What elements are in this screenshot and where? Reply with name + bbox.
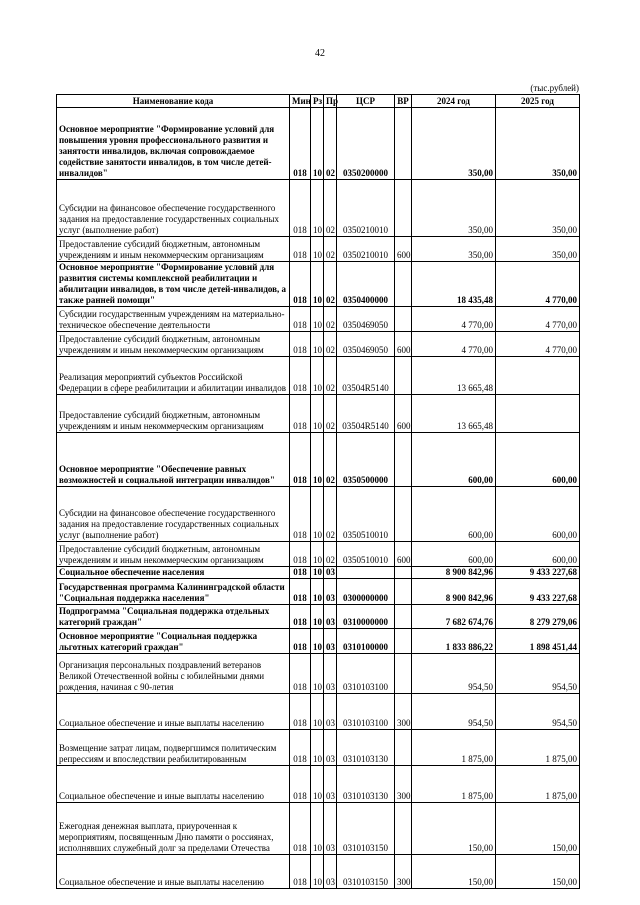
cell-rz: 10 xyxy=(311,629,324,654)
cell-csr: 0350510010 xyxy=(337,487,395,542)
cell-name: Основное мероприятие "Социальная поддержка льготных категорий граждан" xyxy=(57,629,290,654)
cell-csr: 0310103130 xyxy=(337,730,395,766)
table-row xyxy=(57,605,580,629)
cell-y2025: 350,00 xyxy=(496,237,580,262)
cell-vr xyxy=(395,108,412,180)
cell-name: Предоставление субсидий бюджетным, автономным учреждениям и иным некоммерческим организациям xyxy=(57,237,290,262)
cell-vr xyxy=(395,654,412,694)
cell-name: Социальное обеспечение и иные выплаты населению xyxy=(57,766,290,803)
table-row xyxy=(57,766,580,803)
cell-y2024: 1 833 886,22 xyxy=(412,629,496,654)
cell-vr xyxy=(395,262,412,307)
table-row xyxy=(57,237,580,262)
cell-vr: 300 xyxy=(395,694,412,730)
cell-rz: 10 xyxy=(311,730,324,766)
table-row xyxy=(57,567,580,579)
cell-name: Предоставление субсидий бюджетным, автономным учреждениям и иным некоммерческим организациям xyxy=(57,395,290,433)
cell-rz: 10 xyxy=(311,579,324,605)
cell-y2024: 1 875,00 xyxy=(412,730,496,766)
cell-csr: 03504R5140 xyxy=(337,395,395,433)
cell-y2025: 150,00 xyxy=(496,803,580,855)
cell-y2024: 600,00 xyxy=(412,433,496,487)
cell-y2024: 7 682 674,76 xyxy=(412,605,496,629)
header-rz: Рз xyxy=(311,95,324,108)
cell-name: Ежегодная денежная выплата, приуроченная к мероприятиям, посвященным Дню памяти о россиянах, исполнявших служебный долг за пределами Отечества xyxy=(57,803,290,855)
cell-csr: 0350400000 xyxy=(337,262,395,307)
cell-name: Государственная программа Калининградской области "Социальная поддержка населения" xyxy=(57,579,290,605)
cell-vr xyxy=(395,487,412,542)
cell-rz: 10 xyxy=(311,180,324,237)
cell-vr xyxy=(395,605,412,629)
cell-y2024: 600,00 xyxy=(412,542,496,567)
cell-y2025: 9 433 227,68 xyxy=(496,567,580,579)
cell-y2025: 600,00 xyxy=(496,542,580,567)
cell-csr: 0350510010 xyxy=(337,542,395,567)
cell-rz: 10 xyxy=(311,542,324,567)
cell-y2025 xyxy=(496,395,580,433)
cell-pr: 02 xyxy=(324,487,337,542)
cell-y2024: 13 665,48 xyxy=(412,395,496,433)
header-2025: 2025 год xyxy=(496,95,580,108)
cell-y2025: 8 279 279,06 xyxy=(496,605,580,629)
cell-y2025: 350,00 xyxy=(496,180,580,237)
cell-rz: 10 xyxy=(311,605,324,629)
cell-min: 018 xyxy=(290,542,311,567)
table-row xyxy=(57,332,580,357)
budget-table xyxy=(56,94,580,889)
cell-pr: 02 xyxy=(324,262,337,307)
cell-pr: 03 xyxy=(324,654,337,694)
cell-vr xyxy=(395,567,412,579)
cell-y2025: 350,00 xyxy=(496,108,580,180)
cell-rz: 10 xyxy=(311,307,324,332)
cell-min: 018 xyxy=(290,180,311,237)
cell-csr xyxy=(337,567,395,579)
cell-y2025: 4 770,00 xyxy=(496,307,580,332)
cell-y2024: 1 875,00 xyxy=(412,766,496,803)
cell-rz: 10 xyxy=(311,855,324,889)
cell-pr: 02 xyxy=(324,395,337,433)
cell-y2025: 1 875,00 xyxy=(496,730,580,766)
cell-csr: 03504R5140 xyxy=(337,357,395,395)
cell-pr: 02 xyxy=(324,357,337,395)
header-2024: 2024 год xyxy=(412,95,496,108)
cell-pr: 03 xyxy=(324,855,337,889)
cell-pr: 02 xyxy=(324,332,337,357)
table-row xyxy=(57,730,580,766)
table-row xyxy=(57,855,580,889)
cell-name: Субсидии на финансовое обеспечение государственного задания на предоставление государственных социальных услуг (выполнение работ) xyxy=(57,180,290,237)
table-row xyxy=(57,108,580,180)
cell-rz: 10 xyxy=(311,332,324,357)
table-header-row xyxy=(57,95,580,108)
cell-name: Социальное обеспечение населения xyxy=(57,567,290,579)
cell-csr: 0350210010 xyxy=(337,237,395,262)
table-row xyxy=(57,307,580,332)
cell-pr: 03 xyxy=(324,605,337,629)
table-row xyxy=(57,803,580,855)
page-number: 42 xyxy=(315,48,325,59)
cell-vr: 600 xyxy=(395,395,412,433)
cell-pr: 03 xyxy=(324,579,337,605)
cell-y2025: 1 875,00 xyxy=(496,766,580,803)
header-name: Наименование кода xyxy=(57,95,290,108)
cell-csr: 0350500000 xyxy=(337,433,395,487)
cell-vr: 600 xyxy=(395,237,412,262)
cell-min: 018 xyxy=(290,605,311,629)
cell-min: 018 xyxy=(290,579,311,605)
cell-rz: 10 xyxy=(311,803,324,855)
cell-y2024: 954,50 xyxy=(412,694,496,730)
cell-vr: 300 xyxy=(395,855,412,889)
cell-name: Основное мероприятие "Обеспечение равных возможностей и социальной интеграции инвалидов" xyxy=(57,433,290,487)
cell-vr xyxy=(395,357,412,395)
table-row xyxy=(57,542,580,567)
cell-name: Социальное обеспечение и иные выплаты населению xyxy=(57,694,290,730)
cell-rz: 10 xyxy=(311,108,324,180)
cell-vr: 300 xyxy=(395,766,412,803)
table-row xyxy=(57,629,580,654)
cell-min: 018 xyxy=(290,487,311,542)
cell-name: Организация персональных поздравлений ветеранов Великой Отечественной войны с юбилейными днями рождения, начиная с 90-летия xyxy=(57,654,290,694)
cell-name: Подпрограмма "Социальная поддержка отдельных категорий граждан" xyxy=(57,605,290,629)
cell-min: 018 xyxy=(290,237,311,262)
table-row xyxy=(57,487,580,542)
cell-y2025: 150,00 xyxy=(496,855,580,889)
cell-rz: 10 xyxy=(311,433,324,487)
cell-y2024: 600,00 xyxy=(412,487,496,542)
cell-y2025: 4 770,00 xyxy=(496,262,580,307)
cell-rz: 10 xyxy=(311,395,324,433)
cell-vr xyxy=(395,433,412,487)
header-min: Мин xyxy=(290,95,311,108)
cell-min: 018 xyxy=(290,567,311,579)
cell-vr xyxy=(395,629,412,654)
cell-name: Предоставление субсидий бюджетным, автономным учреждениям и иным некоммерческим организациям xyxy=(57,332,290,357)
cell-pr: 02 xyxy=(324,542,337,567)
cell-name: Предоставление субсидий бюджетным, автономным учреждениям и иным некоммерческим организациям xyxy=(57,542,290,567)
cell-pr: 03 xyxy=(324,766,337,803)
cell-min: 018 xyxy=(290,694,311,730)
cell-min: 018 xyxy=(290,332,311,357)
header-csr: ЦСР xyxy=(337,95,395,108)
cell-y2025: 600,00 xyxy=(496,487,580,542)
cell-pr: 02 xyxy=(324,307,337,332)
cell-csr: 0310103150 xyxy=(337,803,395,855)
cell-csr: 0310103100 xyxy=(337,654,395,694)
cell-y2024: 4 770,00 xyxy=(412,332,496,357)
cell-y2024: 4 770,00 xyxy=(412,307,496,332)
cell-y2024: 150,00 xyxy=(412,803,496,855)
table-row xyxy=(57,433,580,487)
header-vr: ВР xyxy=(395,95,412,108)
header-pr: Пр xyxy=(324,95,337,108)
cell-name: Возмещение затрат лицам, подвергшимся политическим репрессиям и впоследствии реабилитированным xyxy=(57,730,290,766)
cell-y2025: 4 770,00 xyxy=(496,332,580,357)
cell-y2025: 9 433 227,68 xyxy=(496,579,580,605)
table-row xyxy=(57,654,580,694)
cell-pr: 02 xyxy=(324,180,337,237)
cell-name: Основное мероприятие "Формирование условий для повышения уровня профессионального развития и занятости инвалидов, включая сопровождаемое содействие занятости инвалидов, в том числе детей-инвалидов" xyxy=(57,108,290,180)
cell-min: 018 xyxy=(290,654,311,694)
cell-rz: 10 xyxy=(311,262,324,307)
cell-vr: 600 xyxy=(395,542,412,567)
cell-min: 018 xyxy=(290,307,311,332)
cell-y2025 xyxy=(496,357,580,395)
cell-vr xyxy=(395,730,412,766)
cell-rz: 10 xyxy=(311,654,324,694)
cell-csr: 0300000000 xyxy=(337,579,395,605)
cell-y2024: 8 900 842,96 xyxy=(412,579,496,605)
table-row xyxy=(57,180,580,237)
cell-pr: 03 xyxy=(324,803,337,855)
table-row xyxy=(57,694,580,730)
table-row xyxy=(57,262,580,307)
cell-csr: 0310103100 xyxy=(337,694,395,730)
cell-rz: 10 xyxy=(311,567,324,579)
cell-pr: 03 xyxy=(324,694,337,730)
table-row xyxy=(57,357,580,395)
cell-pr: 02 xyxy=(324,108,337,180)
table-row xyxy=(57,395,580,433)
table-body xyxy=(57,108,580,889)
cell-csr: 0310100000 xyxy=(337,629,395,654)
cell-min: 018 xyxy=(290,629,311,654)
cell-y2024: 954,50 xyxy=(412,654,496,694)
cell-min: 018 xyxy=(290,766,311,803)
cell-vr: 600 xyxy=(395,332,412,357)
cell-min: 018 xyxy=(290,395,311,433)
units-caption: (тыс.рублей) xyxy=(530,83,579,93)
cell-pr: 03 xyxy=(324,629,337,654)
cell-pr: 03 xyxy=(324,730,337,766)
cell-vr xyxy=(395,180,412,237)
cell-min: 018 xyxy=(290,730,311,766)
cell-csr: 0310000000 xyxy=(337,605,395,629)
cell-y2025: 1 898 451,44 xyxy=(496,629,580,654)
cell-vr xyxy=(395,307,412,332)
cell-name: Субсидии государственным учреждениям на материально-техническое обеспечение деятельности xyxy=(57,307,290,332)
cell-min: 018 xyxy=(290,433,311,487)
cell-y2024: 350,00 xyxy=(412,108,496,180)
cell-csr: 0350469050 xyxy=(337,332,395,357)
cell-vr xyxy=(395,579,412,605)
cell-y2024: 18 435,48 xyxy=(412,262,496,307)
cell-csr: 0350200000 xyxy=(337,108,395,180)
cell-csr: 0310103130 xyxy=(337,766,395,803)
cell-rz: 10 xyxy=(311,766,324,803)
cell-y2024: 8 900 842,96 xyxy=(412,567,496,579)
cell-name: Субсидии на финансовое обеспечение государственного задания на предоставление государственных социальных услуг (выполнение работ) xyxy=(57,487,290,542)
cell-csr: 0310103150 xyxy=(337,855,395,889)
cell-rz: 10 xyxy=(311,487,324,542)
cell-y2024: 350,00 xyxy=(412,237,496,262)
cell-name: Основное мероприятие "Формирование условий для развития системы комплексной реабилитации и абилитации инвалидов, в том числе детей-инвалидов, а также ранней помощи" xyxy=(57,262,290,307)
cell-y2025: 954,50 xyxy=(496,654,580,694)
table-row xyxy=(57,579,580,605)
cell-pr: 02 xyxy=(324,433,337,487)
cell-y2025: 954,50 xyxy=(496,694,580,730)
cell-y2024: 150,00 xyxy=(412,855,496,889)
cell-min: 018 xyxy=(290,262,311,307)
cell-min: 018 xyxy=(290,357,311,395)
cell-rz: 10 xyxy=(311,237,324,262)
cell-rz: 10 xyxy=(311,357,324,395)
cell-min: 018 xyxy=(290,108,311,180)
cell-y2024: 13 665,48 xyxy=(412,357,496,395)
cell-csr: 0350469050 xyxy=(337,307,395,332)
cell-pr: 02 xyxy=(324,237,337,262)
cell-name: Реализация мероприятий субъектов Российской Федерации в сфере реабилитации и абилитации инвалидов xyxy=(57,357,290,395)
cell-vr xyxy=(395,803,412,855)
cell-min: 018 xyxy=(290,803,311,855)
cell-y2025: 600,00 xyxy=(496,433,580,487)
cell-pr: 03 xyxy=(324,567,337,579)
cell-rz: 10 xyxy=(311,694,324,730)
cell-name: Социальное обеспечение и иные выплаты населению xyxy=(57,855,290,889)
cell-csr: 0350210010 xyxy=(337,180,395,237)
cell-y2024: 350,00 xyxy=(412,180,496,237)
cell-min: 018 xyxy=(290,855,311,889)
